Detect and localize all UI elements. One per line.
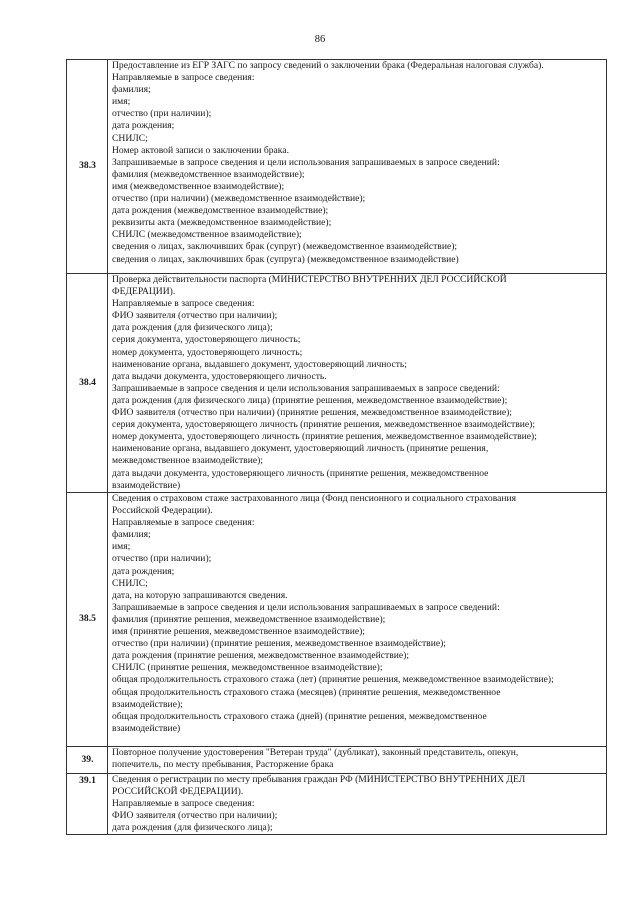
content-line: Сведения о регистрации по месту пребывания граждан РФ (МИНИСТЕРСТВО ВНУТРЕННИХ ДЕЛ [112, 774, 526, 785]
content-line: наименование органа, выдавшего документ, удостоверяющий личность (принятие решения, [112, 443, 489, 455]
content-line: ФЕДЕРАЦИИ). [112, 286, 176, 298]
content-line: имя; [112, 541, 131, 553]
table-body [67, 60, 607, 835]
content-line: имя (принятие решения, межведомственное взаимодействие); [112, 626, 365, 638]
content-line: фамилия; [112, 84, 151, 96]
content-line: серия документа, удостоверяющего личность; [112, 334, 301, 346]
content-line: дата рождения (для физического лица); [112, 322, 273, 334]
content-line: взаимодействие) [112, 479, 181, 491]
content-line: Запрашиваемые в запросе сведения и цели использования запрашиваемых в запросе сведений: [112, 382, 500, 394]
content-line: наименование органа, выдавшего документ, удостоверяющий личность; [112, 358, 407, 370]
content-line: взаимодействие); [112, 698, 183, 710]
table-row [67, 747, 607, 774]
content-line: Запрашиваемые в запросе сведения и цели использования запрашиваемых в запросе сведений: [112, 601, 500, 613]
content-line: общая продолжительность страхового стажа (лет) (принятие решения, межведомственное взаимодействие); [112, 674, 554, 686]
document-table [66, 59, 607, 835]
row-content [108, 493, 607, 747]
content-line: отчество (при наличии) (принятие решения, межведомственное взаимодействие); [112, 638, 446, 650]
content-line: Повторное получение удостоверения "Ветеран труда" (дубликат), законный представитель, опекун, [112, 747, 519, 758]
content-line: СНИЛС (принятие решения, межведомственное взаимодействие); [112, 662, 383, 674]
content-line: Направляемые в запросе сведения: [112, 517, 255, 529]
content-line: сведения о лицах, заключивших брак (супруг) (межведомственное взаимодействие); [112, 241, 458, 253]
content-line: СНИЛС (межведомственное взаимодействие); [112, 229, 302, 241]
content-line: ФИО заявителя (отчество при наличии) (принятие решения, межведомственное взаимодействие); [112, 407, 512, 419]
content-line: номер документа, удостоверяющего личность (принятие решения, межведомственное взаимодействие); [112, 431, 537, 443]
content-line: фамилия (межведомственное взаимодействие); [112, 168, 305, 180]
content-line: номер документа, удостоверяющего личность; [112, 346, 303, 358]
content-line: РОССИЙСКОЙ ФЕДЕРАЦИИ). [112, 786, 244, 798]
content-line: дата рождения (для физического лица) (принятие решения, межведомственное взаимодействие); [112, 394, 508, 406]
row-number: 38.4 [67, 274, 108, 493]
table-row [67, 774, 607, 835]
row-content [108, 747, 607, 774]
content-line: ФИО заявителя (отчество при наличии); [112, 810, 278, 822]
content-line: Проверка действительности паспорта (МИНИСТЕРСТВО ВНУТРЕННИХ ДЕЛ РОССИЙСКОЙ [112, 274, 507, 285]
content-line: СНИЛС; [112, 577, 148, 589]
content-line: Сведения о страховом стаже застрахованного лица (Фонд пенсионного и социального страхования [112, 493, 517, 504]
content-line: имя; [112, 96, 131, 108]
content-line: фамилия; [112, 529, 151, 541]
content-line: отчество (при наличии); [112, 553, 212, 565]
content-line: дата рождения; [112, 565, 175, 577]
content-line: дата рождения (межведомственное взаимодействие); [112, 205, 329, 217]
content-line: реквизиты акта (межведомственное взаимодействие); [112, 217, 332, 229]
content-line: Российской Федерации). [112, 505, 213, 517]
content-line: фамилия (принятие решения, межведомственное взаимодействие); [112, 613, 386, 625]
content-line: дата рождения (для физического лица); [112, 822, 273, 834]
row-number: 39. [67, 747, 108, 774]
row-number: 39.1 [67, 774, 108, 835]
table-row [67, 493, 607, 747]
content-line: общая продолжительность страхового стажа (месяцев) (принятие решения, межведомственное [112, 686, 501, 698]
content-line: Направляемые в запросе сведения: [112, 72, 255, 84]
content-line: Номер актовой записи о заключении брака. [112, 144, 289, 156]
content-line: Направляемые в запросе сведения: [112, 298, 255, 310]
content-line: Предоставление из ЕГР ЗАГС по запросу сведений о заключении брака (Федеральная налоговая служба). [112, 60, 544, 71]
content-line: межведомственное взаимодействие); [112, 455, 263, 467]
content-line: серия документа, удостоверяющего личность (принятие решения, межведомственное взаимодействие); [112, 419, 536, 431]
content-line: ФИО заявителя (отчество при наличии); [112, 310, 278, 322]
content-line: Направляемые в запросе сведения: [112, 798, 255, 810]
content-line: сведения о лицах, заключивших брак (супруга) (межведомственное взаимодействие) [112, 253, 459, 265]
row-content [108, 274, 607, 493]
content-line: имя (межведомственное взаимодействие); [112, 180, 285, 192]
row-number: 38.5 [67, 493, 108, 747]
page-number: 86 [314, 34, 326, 45]
content-line: отчество (при наличии) (межведомственное взаимодействие); [112, 193, 366, 205]
content-line: попечитель, по месту пребывания, Расторжение брака [112, 759, 334, 771]
content-line: Запрашиваемые в запросе сведения и цели использования запрашиваемых в запросе сведений: [112, 156, 500, 168]
row-number: 38.3 [67, 60, 108, 274]
content-line: дата выдачи документа, удостоверяющего личность (принятие решения, межведомственное [112, 467, 489, 479]
content-line: дата выдачи документа, удостоверяющего личность. [112, 370, 327, 382]
row-content [108, 60, 607, 274]
content-line: общая продолжительность страхового стажа (дней) (принятие решения, межведомственное [112, 710, 487, 722]
content-line: СНИЛС; [112, 132, 148, 144]
content-line: дата рождения (принятие решения, межведомственное взаимодействие); [112, 650, 409, 662]
table-row [67, 60, 607, 274]
content-line: дата, на которую запрашиваются сведения. [112, 589, 288, 601]
row-content [108, 774, 607, 835]
table-row [67, 274, 607, 493]
content-line: взаимодействие) [112, 722, 181, 734]
content-line: отчество (при наличии); [112, 108, 212, 120]
content-line: дата рождения; [112, 120, 175, 132]
